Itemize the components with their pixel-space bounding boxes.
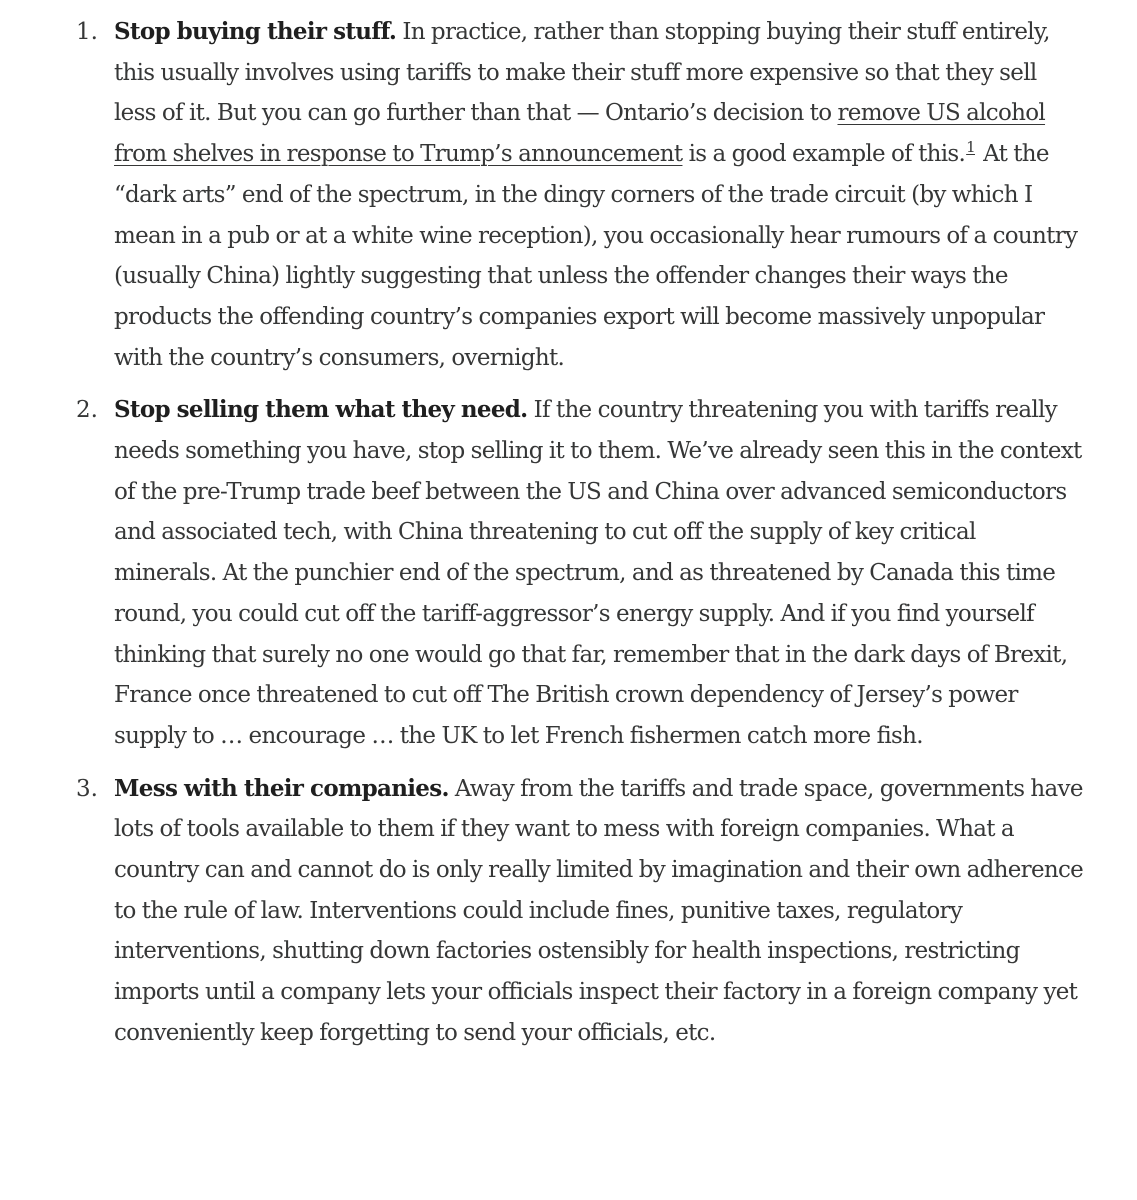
footnote-link[interactable]: 1 [966,138,975,157]
list-number: 2. [76,397,98,424]
list-item-lead: Stop buying their stuff. [114,18,397,45]
list-number: 1. [76,19,98,45]
list-item [0,390,1137,756]
list-item [0,769,1137,1054]
ontario-alcohol-link[interactable]: remove US alcohol from shelves in response to Trump’s announcement [114,100,1046,168]
list-item-text [114,769,1084,1054]
list-item-body: At the “dark arts” end of the spectrum, in the dingy corners of the trade circuit (by which I mean in a pub or at a white wine reception), you occasionally hear rumours of a country (usually China) lightly suggesting that unless the offender changes their ways the products the offending country’s companies export will become massively unpopular with the country’s consumers, overnight. [114,141,1078,371]
list-item-body: In practice, rather than stopping buying their stuff entirely, this usually involves using tariffs to make their stuff more expensive so that they sell less of it. But you can go further than that — Ontario’s decision to [114,19,1050,127]
list-item [0,12,1137,378]
list-item-lead: Stop selling them what they need. [114,396,528,424]
list-item-text [114,12,1084,378]
list-item-body: If the country threatening you with tariffs really needs something you have, stop selling it to them. We’ve already seen this in the context of the pre-Trump trade beef between the US and China over advanced semiconductors and associated tech, with China threatening to cut off the supply of key critical minerals. At the punchier end of the spectrum, and as threatened by Canada this time round, you could cut off the tariff-aggressor’s energy supply. And if you find yourself thinking that surely no one would go that far, remember that in the dark days of Brexit, France once threatened to cut off The British crown dependency of Jersey’s power supply to … encourage … the UK to let French fishermen catch more fish. [114,397,1082,749]
list-item-lead: Mess with their companies. [114,774,449,802]
list-item-body: Away from the tariffs and trade space, governments have lots of tools available to them if they want to mess with foreign companies. What a country can and cannot do is only really limited by imagination and their own adherence to the rule of law. Interventions could include fines, punitive taxes, regulatory interventions, shutting down factories ostensibly for health inspections, restricting imports until a company lets your officials inspect their factory in a foreign company yet conveniently keep forgetting to send your officials, etc. [114,775,1084,1046]
list-number: 3. [76,775,98,802]
list-item-body: is a good example of this. [682,141,966,168]
list-item-text [114,390,1084,756]
